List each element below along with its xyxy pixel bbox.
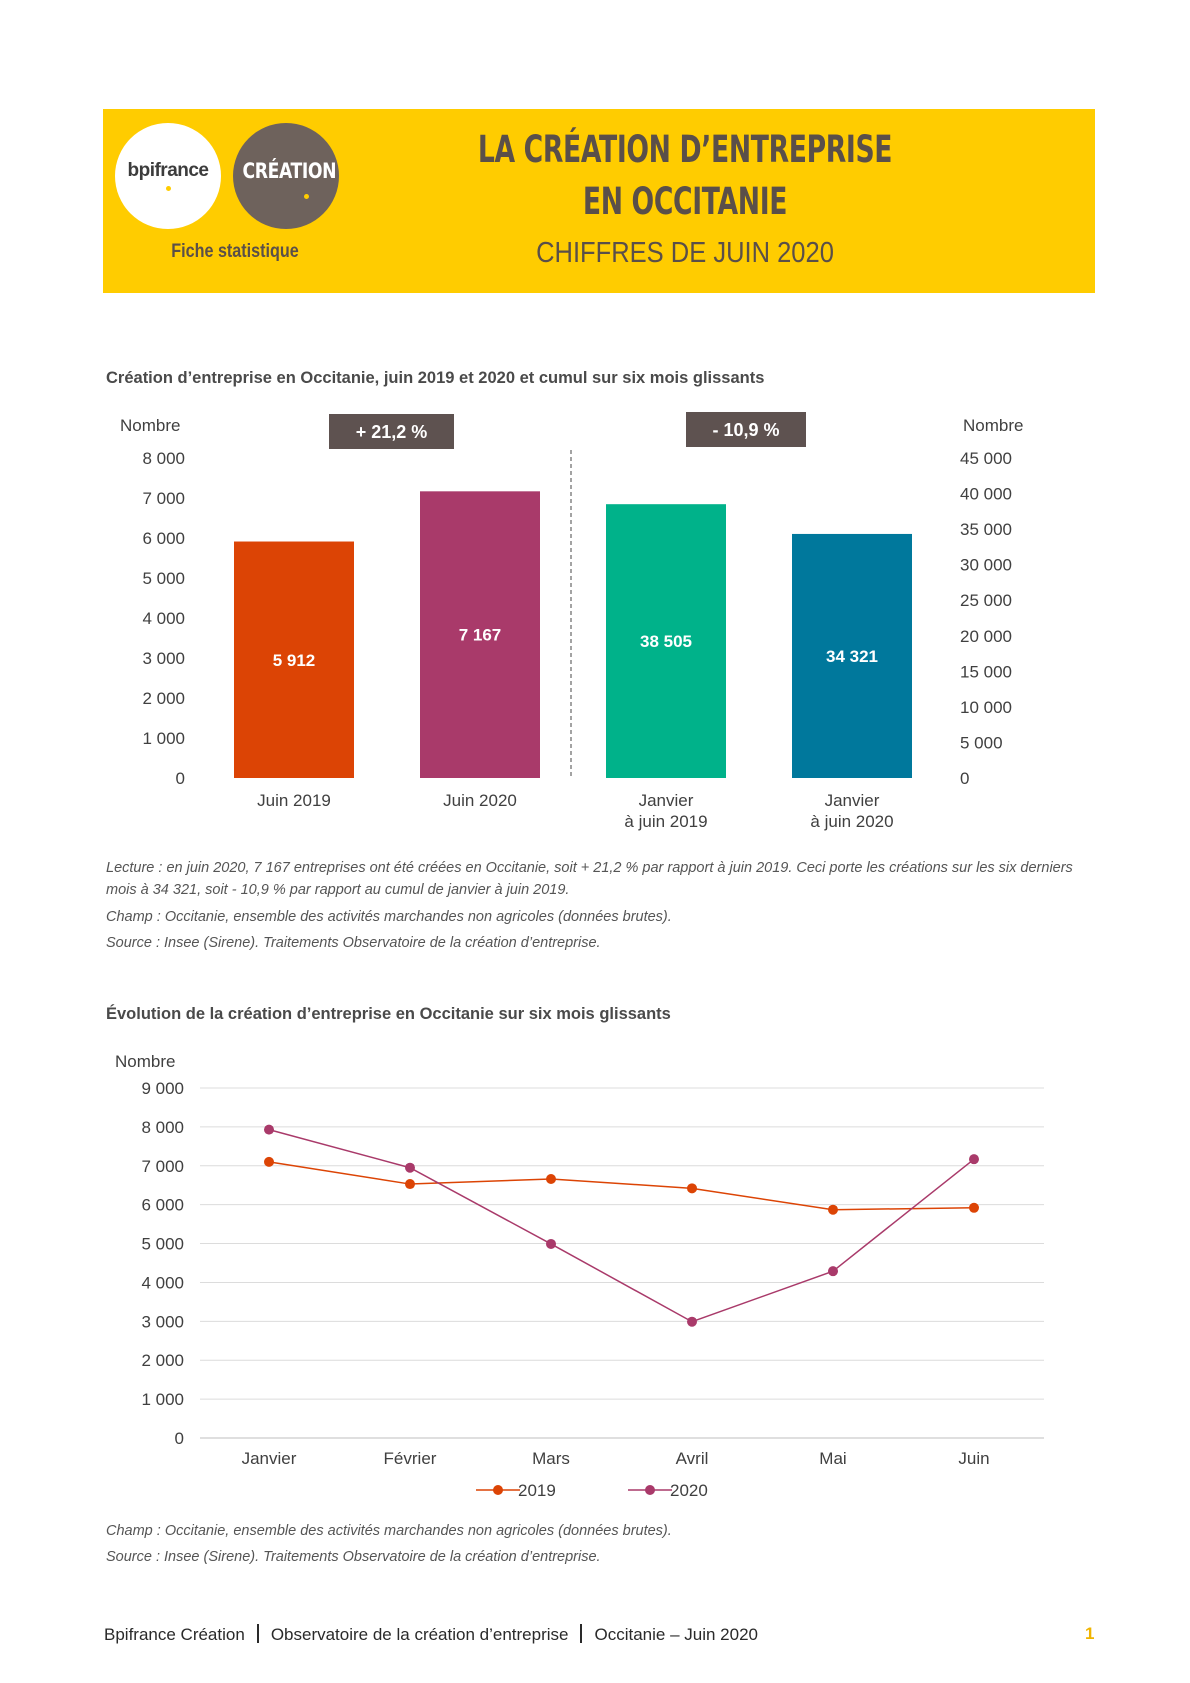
category-label: à juin 2019	[624, 812, 708, 831]
y-tick-label: 4 000	[141, 1273, 184, 1293]
left-tick-label: 7 000	[142, 489, 185, 508]
category-label: à juin 2020	[810, 812, 894, 831]
x-tick-label: Mai	[819, 1449, 847, 1468]
left-tick-label: 2 000	[142, 689, 185, 708]
chart1-note-scope: Champ : Occitanie, ensemble des activités marchandes non agricoles (données brutes).	[106, 909, 672, 925]
data-point-2020	[405, 1163, 415, 1173]
x-tick-label: Janvier	[241, 1449, 297, 1468]
bar-value-label: 38 505	[640, 632, 692, 652]
document-type-label: Fiche statistique	[171, 241, 299, 262]
badge-left: + 21,2 %	[355, 422, 428, 442]
data-point-2019	[405, 1179, 415, 1189]
left-tick-label: 5 000	[142, 569, 185, 588]
page-title-line-2: EN OCCITANIE	[582, 180, 788, 223]
x-tick-label: Juin	[958, 1449, 990, 1468]
chart1-right-axis-label: Nombre	[963, 416, 1024, 435]
chart2-axis-label: Nombre	[115, 1052, 176, 1071]
legend-label: 2019	[518, 1481, 556, 1500]
data-point-2020	[546, 1239, 556, 1249]
legend-swatch-marker	[645, 1485, 655, 1495]
bar-value-label: 5 912	[272, 650, 316, 670]
data-point-2019	[546, 1174, 556, 1184]
bar-value-label: 7 167	[458, 625, 502, 645]
chart2-note-scope: Champ : Occitanie, ensemble des activités marchandes non agricoles (données brutes).	[106, 1523, 672, 1539]
category-label: Juin 2020	[443, 791, 517, 810]
y-tick-label: 8 000	[141, 1117, 184, 1137]
left-tick-label: 1 000	[142, 729, 185, 748]
legend-swatch-marker	[493, 1485, 503, 1495]
data-point-2020	[828, 1266, 838, 1276]
right-tick-label: 30 000	[960, 555, 1012, 575]
x-tick-label: Mars	[532, 1449, 570, 1468]
right-tick-label: 25 000	[960, 591, 1012, 611]
chart1-note-reading: Lecture : en juin 2020, 7 167 entreprises ont été créées en Occitanie, soit + 21,2 % par rapport à juin 2019. Ceci porte les créations sur les six derniers mois à 34 321, soit - 10,9 % par rapport au cumul de janvier à juin 2019.	[106, 860, 1073, 898]
creation-logo-text: CRÉATION	[242, 159, 337, 183]
bpifrance-logo-text: bpifrance	[127, 160, 209, 181]
footer-observatory: Observatoire de la création d’entreprise	[270, 1625, 569, 1644]
chart2-note-source: Source : Insee (Sirene). Traitements Observatoire de la création d’entreprise.	[106, 1549, 601, 1565]
left-tick-label: 0	[175, 769, 185, 788]
series-line-2020	[269, 1130, 974, 1322]
data-point-2020	[687, 1317, 697, 1327]
footer-separator	[257, 1624, 259, 1643]
legend-label: 2020	[670, 1481, 708, 1500]
y-tick-label: 3 000	[141, 1312, 184, 1332]
footer-edition: Occitanie – Juin 2020	[594, 1625, 758, 1644]
right-tick-label: 10 000	[960, 697, 1012, 717]
x-tick-label: Février	[383, 1449, 437, 1468]
chart2-title: Évolution de la création d’entreprise en Occitanie sur six mois glissants	[106, 1005, 671, 1023]
category-label: Janvier	[824, 791, 880, 810]
left-tick-label: 3 000	[142, 649, 185, 668]
left-tick-label: 8 000	[142, 449, 185, 468]
right-tick-label: 20 000	[960, 626, 1012, 646]
chart1-note-source: Source : Insee (Sirene). Traitements Observatoire de la création d’entreprise.	[106, 935, 601, 951]
y-tick-label: 5 000	[141, 1234, 184, 1254]
badge-right: - 10,9 %	[712, 420, 780, 440]
data-point-2019	[969, 1203, 979, 1213]
page-title-line-1: LA CRÉATION D’ENTREPRISE	[477, 128, 893, 171]
page-number: 1	[1085, 1624, 1095, 1643]
data-point-2019	[687, 1183, 697, 1193]
right-tick-label: 0	[960, 769, 970, 788]
footer	[104, 1624, 758, 1645]
footer-separator	[580, 1624, 582, 1643]
y-tick-label: 7 000	[141, 1156, 184, 1176]
data-point-2020	[969, 1154, 979, 1164]
bar-value-label: 34 321	[826, 646, 878, 666]
y-tick-label: 0	[174, 1429, 184, 1448]
page-subtitle: CHIFFRES DE JUIN 2020	[536, 237, 834, 269]
data-point-2019	[264, 1157, 274, 1167]
right-tick-label: 45 000	[960, 449, 1012, 468]
chart2-line-chart	[0, 1050, 1190, 1510]
left-tick-label: 6 000	[142, 529, 185, 548]
y-tick-label: 6 000	[141, 1195, 184, 1215]
data-point-2020	[264, 1125, 274, 1135]
right-tick-label: 40 000	[960, 484, 1012, 504]
right-tick-label: 5 000	[960, 733, 1003, 753]
data-point-2019	[828, 1205, 838, 1215]
chart1-title: Création d’entreprise en Occitanie, juin 2019 et 2020 et cumul sur six mois glissants	[106, 369, 765, 387]
chart1-left-axis-label: Nombre	[120, 416, 181, 435]
right-tick-label: 15 000	[960, 662, 1012, 682]
y-tick-label: 1 000	[141, 1390, 184, 1410]
category-label: Janvier	[638, 791, 694, 810]
x-tick-label: Avril	[675, 1449, 709, 1468]
y-tick-label: 2 000	[141, 1351, 184, 1371]
left-tick-label: 4 000	[142, 609, 185, 628]
y-tick-label: 9 000	[141, 1079, 184, 1098]
category-label: Juin 2019	[257, 791, 331, 810]
series-line-2019	[269, 1162, 974, 1210]
right-tick-label: 35 000	[960, 520, 1012, 540]
footer-org: Bpifrance Création	[104, 1625, 245, 1644]
